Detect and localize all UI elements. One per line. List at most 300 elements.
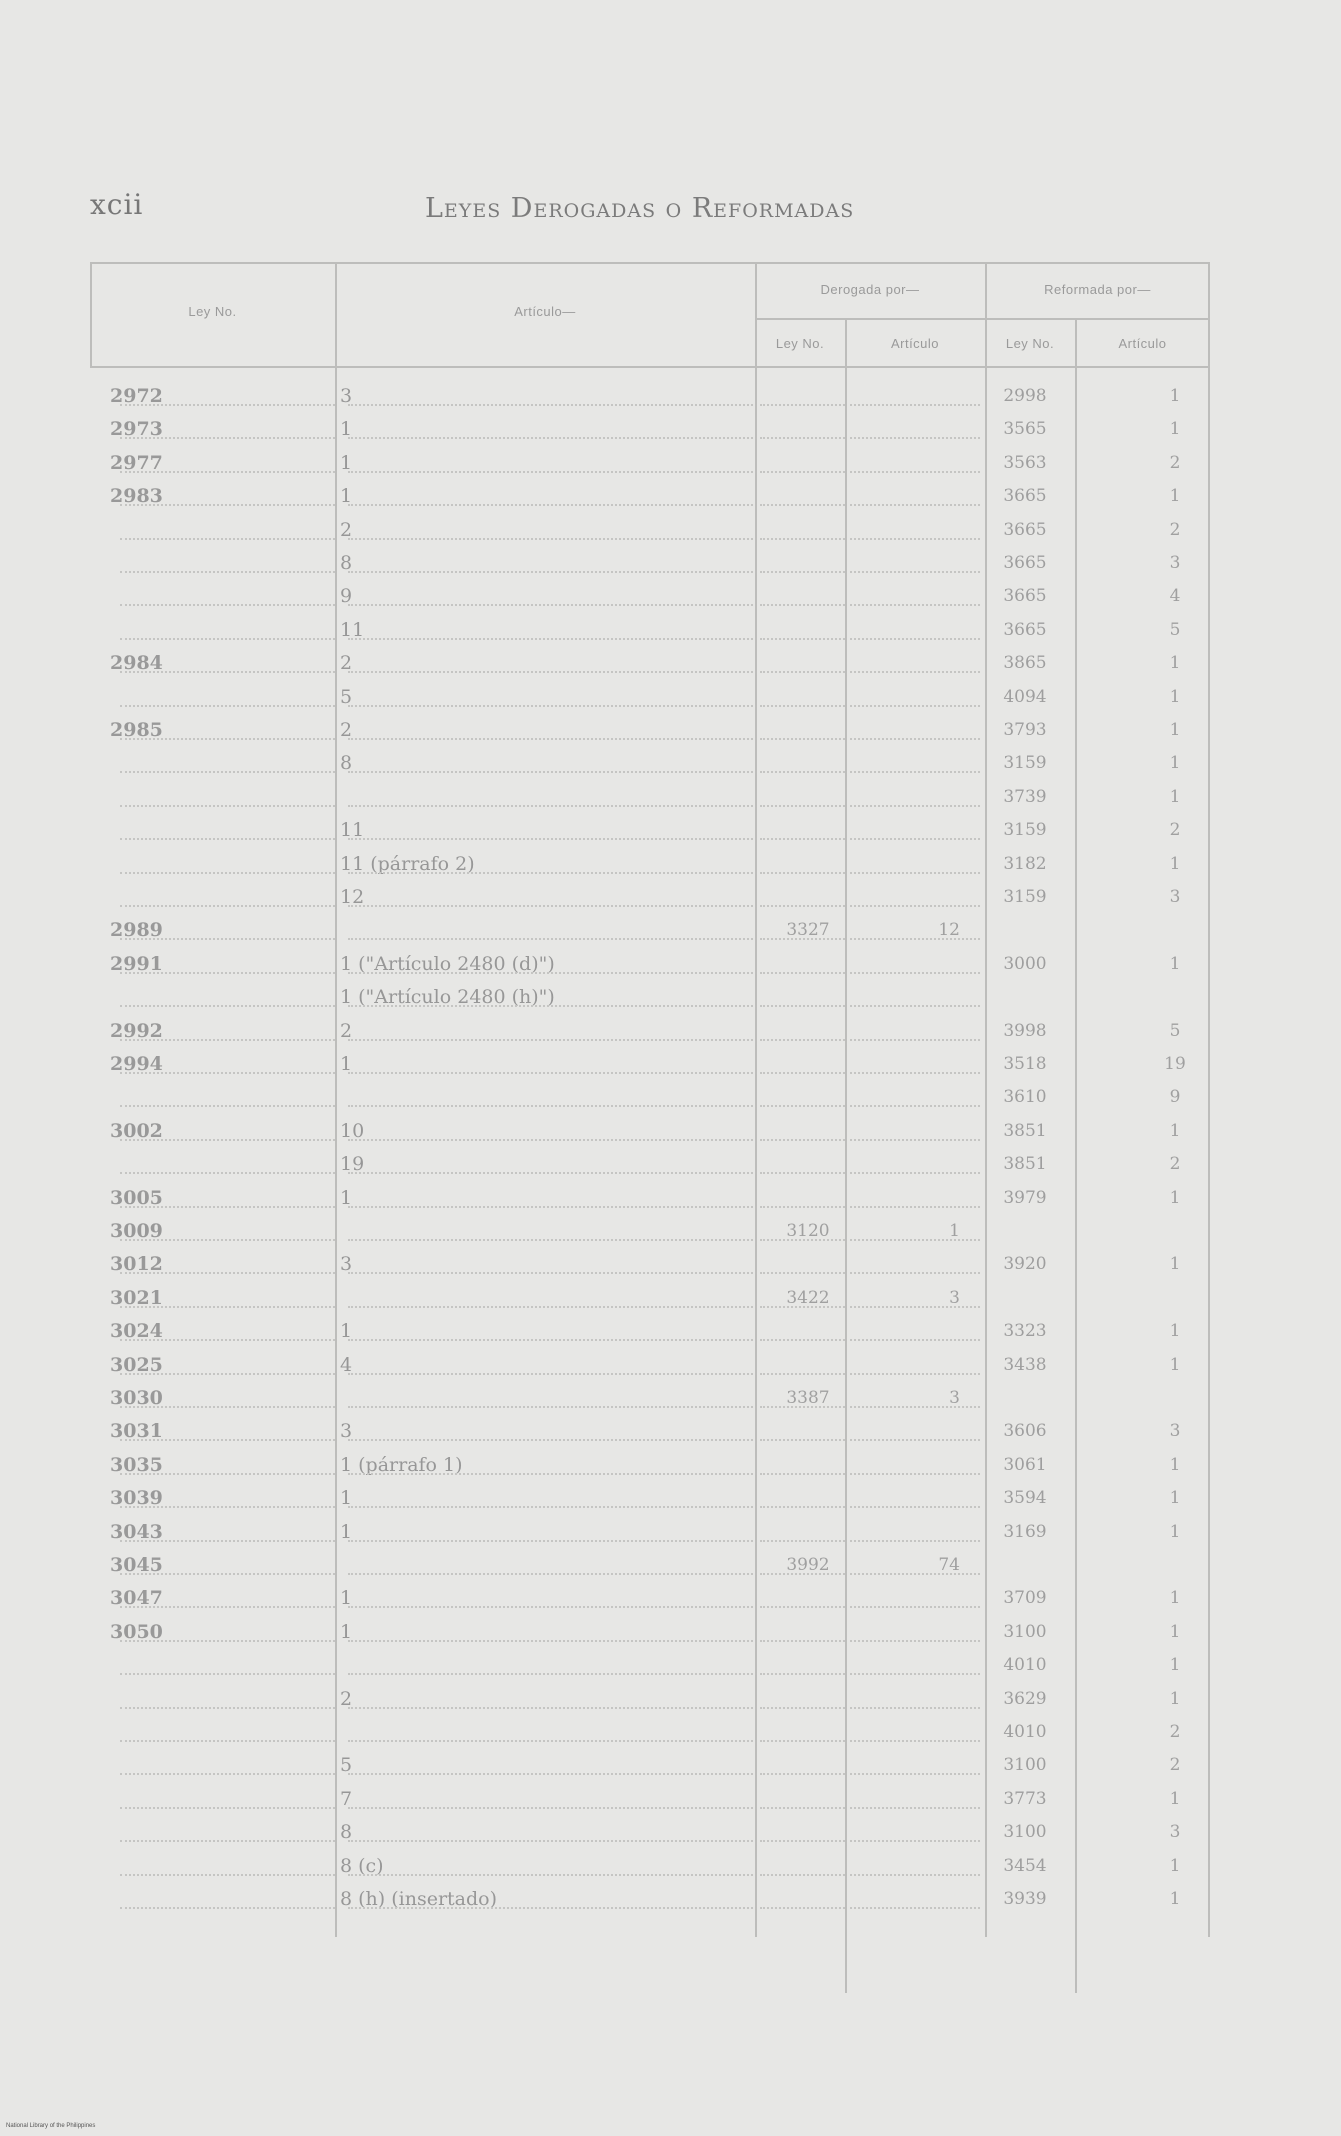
derogada-ley-cell: 3992 — [786, 1555, 830, 1575]
derogada-articulo-cell: 12 — [938, 920, 960, 941]
dotted-leader — [120, 1473, 335, 1475]
dotted-leader — [348, 1306, 753, 1308]
table-row — [90, 1549, 1210, 1582]
dotted-leader — [120, 1306, 335, 1308]
dotted-leader — [850, 1506, 980, 1508]
dotted-leader — [120, 1406, 335, 1408]
dotted-leader — [120, 538, 335, 540]
dotted-leader — [760, 705, 845, 707]
table-row — [90, 1582, 1210, 1615]
articulo-cell: 7 — [340, 1787, 353, 1810]
table-row — [90, 981, 1210, 1014]
dotted-leader — [120, 972, 335, 974]
articulo-cell: 1 — [340, 1053, 353, 1075]
articulo-cell: 1 (párrafo 1) — [340, 1453, 463, 1476]
dotted-leader — [120, 1773, 335, 1775]
table-row — [90, 1749, 1210, 1782]
dotted-leader — [850, 1573, 980, 1575]
reformada-articulo-cell: 3 — [1169, 1421, 1181, 1442]
dotted-leader — [348, 1840, 753, 1842]
derogada-ley-cell — [768, 681, 848, 714]
derogada-ley-cell — [768, 547, 848, 580]
dotted-leader — [120, 705, 335, 707]
derogada-ley-cell — [768, 1449, 848, 1482]
derogada-ley-cell — [768, 981, 848, 1014]
dotted-leader — [760, 437, 845, 439]
table-row — [90, 848, 1210, 881]
reformada-ley-cell: 3998 — [1003, 1020, 1047, 1041]
dotted-leader — [760, 1172, 845, 1174]
articulo-cell: 10 — [340, 1119, 365, 1142]
articulo-cell: 5 — [340, 685, 353, 708]
reformada-articulo-cell: 1 — [1169, 686, 1181, 707]
reformada-articulo-cell: 2 — [1169, 1154, 1181, 1175]
reformada-articulo-cell: 1 — [1169, 753, 1181, 774]
reformada-ley-cell: 3665 — [1003, 486, 1047, 507]
reformada-articulo-cell — [1150, 1549, 1200, 1582]
derogada-ley-cell — [768, 514, 848, 547]
dotted-leader — [760, 1807, 845, 1809]
dotted-leader — [760, 1439, 845, 1441]
derogada-ley-cell: 3422 — [786, 1287, 830, 1308]
reformada-ley-cell: 4094 — [1003, 686, 1047, 707]
dotted-leader — [760, 1373, 845, 1375]
dotted-leader — [760, 938, 845, 940]
dotted-leader — [760, 1907, 845, 1909]
reformada-ley-cell: 3100 — [1003, 1621, 1047, 1642]
derogada-articulo-cell — [860, 1749, 960, 1782]
table-row — [90, 714, 1210, 747]
derogada-articulo-cell: 3 — [949, 1388, 960, 1408]
derogada-ley-cell — [768, 1850, 848, 1883]
table-row — [90, 413, 1210, 446]
dotted-leader — [120, 1239, 335, 1241]
header-ley-no: Ley No. — [188, 304, 237, 319]
ley-no-cell — [110, 514, 330, 547]
articulo-cell: 1 — [340, 1320, 353, 1343]
dotted-leader — [120, 1373, 335, 1375]
dotted-leader — [850, 1406, 980, 1408]
dotted-leader — [760, 1473, 845, 1475]
dotted-leader — [348, 437, 753, 439]
reformada-articulo-cell: 1 — [1169, 1655, 1181, 1676]
derogada-ley-cell — [768, 647, 848, 680]
dotted-leader — [760, 872, 845, 874]
reformada-ley-cell: 3610 — [1003, 1087, 1047, 1108]
reformada-articulo-cell: 1 — [1169, 1788, 1181, 1809]
derogada-articulo-cell — [860, 1482, 960, 1515]
dotted-leader — [850, 1874, 980, 1876]
reformada-ley-cell: 3793 — [1003, 720, 1047, 740]
derogada-ley-cell — [768, 1582, 848, 1615]
reformada-ley-cell: 3594 — [1003, 1488, 1047, 1509]
derogada-ley-cell — [768, 781, 848, 814]
articulo-cell: 4 — [340, 1353, 353, 1376]
articulo-cell: 2 — [340, 1687, 353, 1710]
articulo-cell: 11 — [340, 618, 365, 641]
derogada-articulo-cell — [860, 447, 960, 480]
table-row — [90, 1616, 1210, 1649]
ley-no-cell: 2994 — [110, 1053, 163, 1075]
derogada-articulo-cell — [860, 1048, 960, 1081]
dotted-leader — [850, 1072, 980, 1074]
dotted-leader — [850, 1339, 980, 1341]
ley-no-cell: 2992 — [110, 1019, 163, 1042]
dotted-leader — [850, 1473, 980, 1475]
dotted-leader — [850, 1105, 980, 1107]
ley-no-cell — [110, 1850, 330, 1883]
derogada-articulo-cell — [860, 1248, 960, 1281]
derogada-articulo-cell — [860, 1649, 960, 1682]
reformada-articulo-cell: 1 — [1169, 1187, 1181, 1208]
ley-no-cell — [110, 1649, 330, 1682]
derogada-ley-cell: 3120 — [786, 1221, 830, 1241]
ley-no-cell — [110, 580, 330, 613]
dotted-leader — [850, 1373, 980, 1375]
dotted-leader — [348, 471, 753, 473]
dotted-leader — [120, 1172, 335, 1174]
dotted-leader — [850, 1907, 980, 1909]
reformada-articulo-cell: 1 — [1169, 1855, 1181, 1876]
reformada-ley-cell — [980, 1549, 1070, 1582]
dotted-leader — [348, 638, 753, 640]
derogada-ley-cell — [768, 1482, 848, 1515]
ley-no-cell — [110, 1816, 330, 1849]
dotted-leader — [120, 1807, 335, 1809]
table-row — [90, 1115, 1210, 1148]
articulo-cell: 2 — [340, 652, 353, 675]
header-reformada-ley-no: Ley No. — [1005, 336, 1055, 351]
reformada-articulo-cell — [1150, 914, 1200, 947]
dotted-leader — [760, 1072, 845, 1074]
derogada-articulo-cell — [860, 413, 960, 446]
dotted-leader — [348, 838, 753, 840]
articulo-cell: 1 — [340, 451, 353, 474]
reformada-ley-cell — [980, 1282, 1070, 1315]
header-mid-rule — [755, 318, 1210, 320]
reformada-articulo-cell: 1 — [1169, 653, 1181, 674]
derogada-articulo-cell — [860, 1349, 960, 1382]
ley-no-cell — [110, 547, 330, 580]
dotted-leader — [850, 571, 980, 573]
dotted-leader — [348, 538, 753, 540]
dotted-leader — [120, 638, 335, 640]
derogada-ley-cell — [768, 480, 848, 513]
dotted-leader — [120, 671, 335, 673]
derogada-ley-cell — [768, 1616, 848, 1649]
reformada-articulo-cell: 1 — [1169, 1120, 1181, 1141]
ley-no-cell: 3024 — [110, 1320, 163, 1343]
reformada-articulo-cell: 3 — [1169, 553, 1181, 573]
ley-no-cell — [110, 1749, 330, 1782]
dotted-leader — [760, 1239, 845, 1241]
dotted-leader — [850, 738, 980, 740]
articulo-cell: 8 — [340, 1821, 353, 1844]
ley-no-cell — [110, 881, 330, 914]
articulo-cell: 5 — [340, 1754, 353, 1777]
table-row — [90, 614, 1210, 647]
derogada-articulo-cell: 74 — [938, 1555, 960, 1575]
dotted-leader — [348, 738, 753, 740]
reformada-ley-cell: 3939 — [1003, 1889, 1047, 1909]
articulo-cell: 8 — [340, 752, 353, 775]
ley-no-cell — [110, 1716, 330, 1749]
table-row — [90, 1248, 1210, 1281]
reformada-ley-cell — [980, 914, 1070, 947]
dotted-leader — [760, 1673, 845, 1675]
dotted-leader — [348, 1773, 753, 1775]
table-row — [90, 1850, 1210, 1883]
dotted-leader — [348, 404, 753, 406]
reformada-ley-cell: 3851 — [1003, 1154, 1047, 1175]
reformada-ley-cell: 3159 — [1003, 887, 1047, 907]
dotted-leader — [850, 437, 980, 439]
derogada-articulo-cell — [860, 1182, 960, 1215]
table-row — [90, 1215, 1210, 1248]
table-row — [90, 747, 1210, 780]
derogada-articulo-cell — [860, 1850, 960, 1883]
dotted-leader — [120, 571, 335, 573]
articulo-cell: 1 — [340, 1587, 353, 1610]
reformada-ley-cell: 3739 — [1003, 786, 1047, 807]
dotted-leader — [760, 671, 845, 673]
reformada-ley-cell: 3323 — [1003, 1321, 1047, 1342]
dotted-leader — [120, 1640, 335, 1642]
reformada-articulo-cell: 19 — [1164, 1054, 1186, 1074]
derogada-ley-cell — [768, 580, 848, 613]
dotted-leader — [120, 471, 335, 473]
table-row — [90, 1382, 1210, 1415]
derogada-articulo-cell — [860, 1716, 960, 1749]
articulo-cell: 3 — [340, 1420, 353, 1443]
dotted-leader — [760, 1540, 845, 1542]
dotted-leader — [348, 1172, 753, 1174]
reformada-ley-cell: 3709 — [1003, 1588, 1047, 1609]
reformada-articulo-cell: 1 — [1169, 853, 1181, 874]
table-row — [90, 1516, 1210, 1549]
dotted-leader — [348, 1139, 753, 1141]
dotted-leader — [120, 1874, 335, 1876]
dotted-leader — [348, 1272, 753, 1274]
ley-no-cell: 3043 — [110, 1520, 163, 1543]
table-row — [90, 380, 1210, 413]
dotted-leader — [120, 1439, 335, 1441]
reformada-articulo-cell: 2 — [1169, 820, 1181, 841]
derogada-articulo-cell — [860, 1115, 960, 1148]
ley-no-cell — [110, 1883, 330, 1916]
derogada-ley-cell: 3387 — [786, 1388, 830, 1408]
dotted-leader — [850, 972, 980, 974]
reformada-ley-cell: 3565 — [1003, 419, 1047, 440]
derogada-articulo-cell — [860, 981, 960, 1014]
reformada-ley-cell: 3182 — [1003, 853, 1047, 874]
derogada-articulo-cell — [860, 1015, 960, 1048]
dotted-leader — [348, 1105, 753, 1107]
table-row — [90, 1015, 1210, 1048]
derogada-articulo-cell — [860, 1883, 960, 1916]
dotted-leader — [120, 1740, 335, 1742]
dotted-leader — [348, 938, 753, 940]
derogada-ley-cell — [768, 948, 848, 981]
ley-no-cell: 3039 — [110, 1487, 163, 1510]
dotted-leader — [850, 1306, 980, 1308]
reformada-ley-cell: 3606 — [1003, 1421, 1047, 1442]
ley-no-cell — [110, 848, 330, 881]
table-row — [90, 1415, 1210, 1448]
articulo-cell: 19 — [340, 1153, 365, 1176]
dotted-leader — [348, 1640, 753, 1642]
table-row — [90, 814, 1210, 847]
derogada-articulo-cell — [860, 681, 960, 714]
reformada-articulo-cell — [1150, 1382, 1200, 1415]
dotted-leader — [348, 705, 753, 707]
dotted-leader — [120, 1673, 335, 1675]
dotted-leader — [348, 1406, 753, 1408]
reformada-ley-cell: 3979 — [1003, 1187, 1047, 1208]
dotted-leader — [850, 1239, 980, 1241]
reformada-ley-cell: 2998 — [1003, 386, 1047, 406]
dotted-leader — [760, 972, 845, 974]
dotted-leader — [850, 1807, 980, 1809]
articulo-cell: 8 (h) (insertado) — [340, 1888, 498, 1910]
derogada-ley-cell — [768, 1683, 848, 1716]
dotted-leader — [120, 938, 335, 940]
ley-no-cell — [110, 1783, 330, 1816]
dotted-leader — [760, 1840, 845, 1842]
reformada-ley-cell: 3100 — [1003, 1755, 1047, 1776]
dotted-leader — [760, 771, 845, 773]
reformada-ley-cell — [980, 981, 1070, 1014]
articulo-cell: 9 — [340, 585, 353, 608]
dotted-leader — [850, 805, 980, 807]
dotted-leader — [120, 604, 335, 606]
dotted-leader — [850, 1139, 980, 1141]
articulo-cell: 1 ("Artículo 2480 (h)") — [340, 986, 555, 1009]
articulo-cell: 8 (c) — [340, 1854, 384, 1877]
reformada-ley-cell: 3629 — [1003, 1688, 1047, 1709]
articulo-cell: 2 — [340, 719, 353, 741]
dotted-leader — [120, 1005, 335, 1007]
dotted-leader — [760, 1206, 845, 1208]
reformada-articulo-cell: 3 — [1169, 887, 1181, 907]
dotted-leader — [850, 604, 980, 606]
header-derogada-articulo: Artículo — [890, 336, 940, 351]
table-row — [90, 580, 1210, 613]
derogada-articulo-cell — [860, 1616, 960, 1649]
laws-table — [90, 262, 1210, 1937]
table-top-rule — [90, 262, 1210, 264]
dotted-leader — [760, 604, 845, 606]
reformada-ley-cell: 3454 — [1003, 1855, 1047, 1876]
reformada-articulo-cell: 1 — [1169, 1688, 1181, 1709]
ley-no-cell: 2972 — [110, 385, 163, 407]
derogada-ley-cell — [768, 881, 848, 914]
reformada-ley-cell: 3563 — [1003, 452, 1047, 473]
reformada-ley-cell: 3665 — [1003, 619, 1047, 640]
dotted-leader — [850, 938, 980, 940]
dotted-leader — [120, 905, 335, 907]
dotted-leader — [850, 1640, 980, 1642]
dotted-leader — [120, 1907, 335, 1909]
table-row — [90, 1816, 1210, 1849]
derogada-ley-cell — [768, 447, 848, 480]
page-title: Leyes Derogadas o Reformadas — [425, 193, 855, 224]
table-row — [90, 1282, 1210, 1315]
reformada-ley-cell: 3438 — [1003, 1354, 1047, 1375]
dotted-leader — [760, 571, 845, 573]
derogada-ley-cell — [768, 1182, 848, 1215]
dotted-leader — [760, 1874, 845, 1876]
derogada-ley-cell — [768, 848, 848, 881]
header-derogada-ley-no: Ley No. — [775, 336, 825, 351]
reformada-ley-cell: 3665 — [1003, 586, 1047, 607]
dotted-leader — [348, 1005, 753, 1007]
derogada-articulo-cell — [860, 714, 960, 747]
reformada-articulo-cell: 2 — [1169, 1755, 1181, 1776]
dotted-leader — [348, 1373, 753, 1375]
derogada-articulo-cell — [860, 1816, 960, 1849]
dotted-leader — [120, 1206, 335, 1208]
ley-no-cell: 2977 — [110, 451, 163, 474]
dotted-leader — [348, 1606, 753, 1608]
ley-no-cell: 2989 — [110, 919, 163, 942]
dotted-leader — [348, 1339, 753, 1341]
derogada-ley-cell — [768, 1048, 848, 1081]
dotted-leader — [348, 1540, 753, 1542]
dotted-leader — [348, 504, 753, 506]
reformada-articulo-cell: 1 — [1169, 720, 1181, 740]
dotted-leader — [348, 1239, 753, 1241]
dotted-leader — [760, 1506, 845, 1508]
dotted-leader — [348, 1206, 753, 1208]
reformada-ley-cell: 3773 — [1003, 1788, 1047, 1809]
ley-no-cell: 3021 — [110, 1286, 163, 1309]
dotted-leader — [850, 1773, 980, 1775]
table-row — [90, 647, 1210, 680]
derogada-articulo-cell — [860, 848, 960, 881]
dotted-leader — [120, 1139, 335, 1141]
derogada-ley-cell — [768, 1749, 848, 1782]
derogada-articulo-cell — [860, 814, 960, 847]
derogada-articulo-cell — [860, 1315, 960, 1348]
derogada-ley-cell — [768, 614, 848, 647]
dotted-leader — [120, 872, 335, 874]
reformada-ley-cell: 4010 — [1003, 1655, 1047, 1676]
reformada-ley-cell — [980, 1215, 1070, 1248]
ley-no-cell: 2983 — [110, 485, 163, 508]
dotted-leader — [348, 1573, 753, 1575]
table-row — [90, 681, 1210, 714]
articulo-cell: 1 ("Artículo 2480 (d)") — [340, 952, 555, 975]
dotted-leader — [760, 738, 845, 740]
articulo-cell: 1 — [340, 1620, 353, 1643]
header-articulo: Artículo— — [514, 304, 576, 319]
dotted-leader — [850, 872, 980, 874]
dotted-leader — [120, 838, 335, 840]
dotted-leader — [348, 805, 753, 807]
articulo-cell: 2 — [340, 1019, 353, 1042]
dotted-leader — [120, 1573, 335, 1575]
dotted-leader — [760, 1105, 845, 1107]
ley-no-cell: 2991 — [110, 952, 163, 975]
derogada-articulo-cell — [860, 747, 960, 780]
derogada-ley-cell — [768, 1015, 848, 1048]
articulo-cell: 3 — [340, 1253, 353, 1276]
derogada-ley-cell — [768, 1415, 848, 1448]
derogada-ley-cell — [768, 1148, 848, 1181]
derogada-ley-cell — [768, 1716, 848, 1749]
ley-no-cell: 3031 — [110, 1420, 163, 1443]
